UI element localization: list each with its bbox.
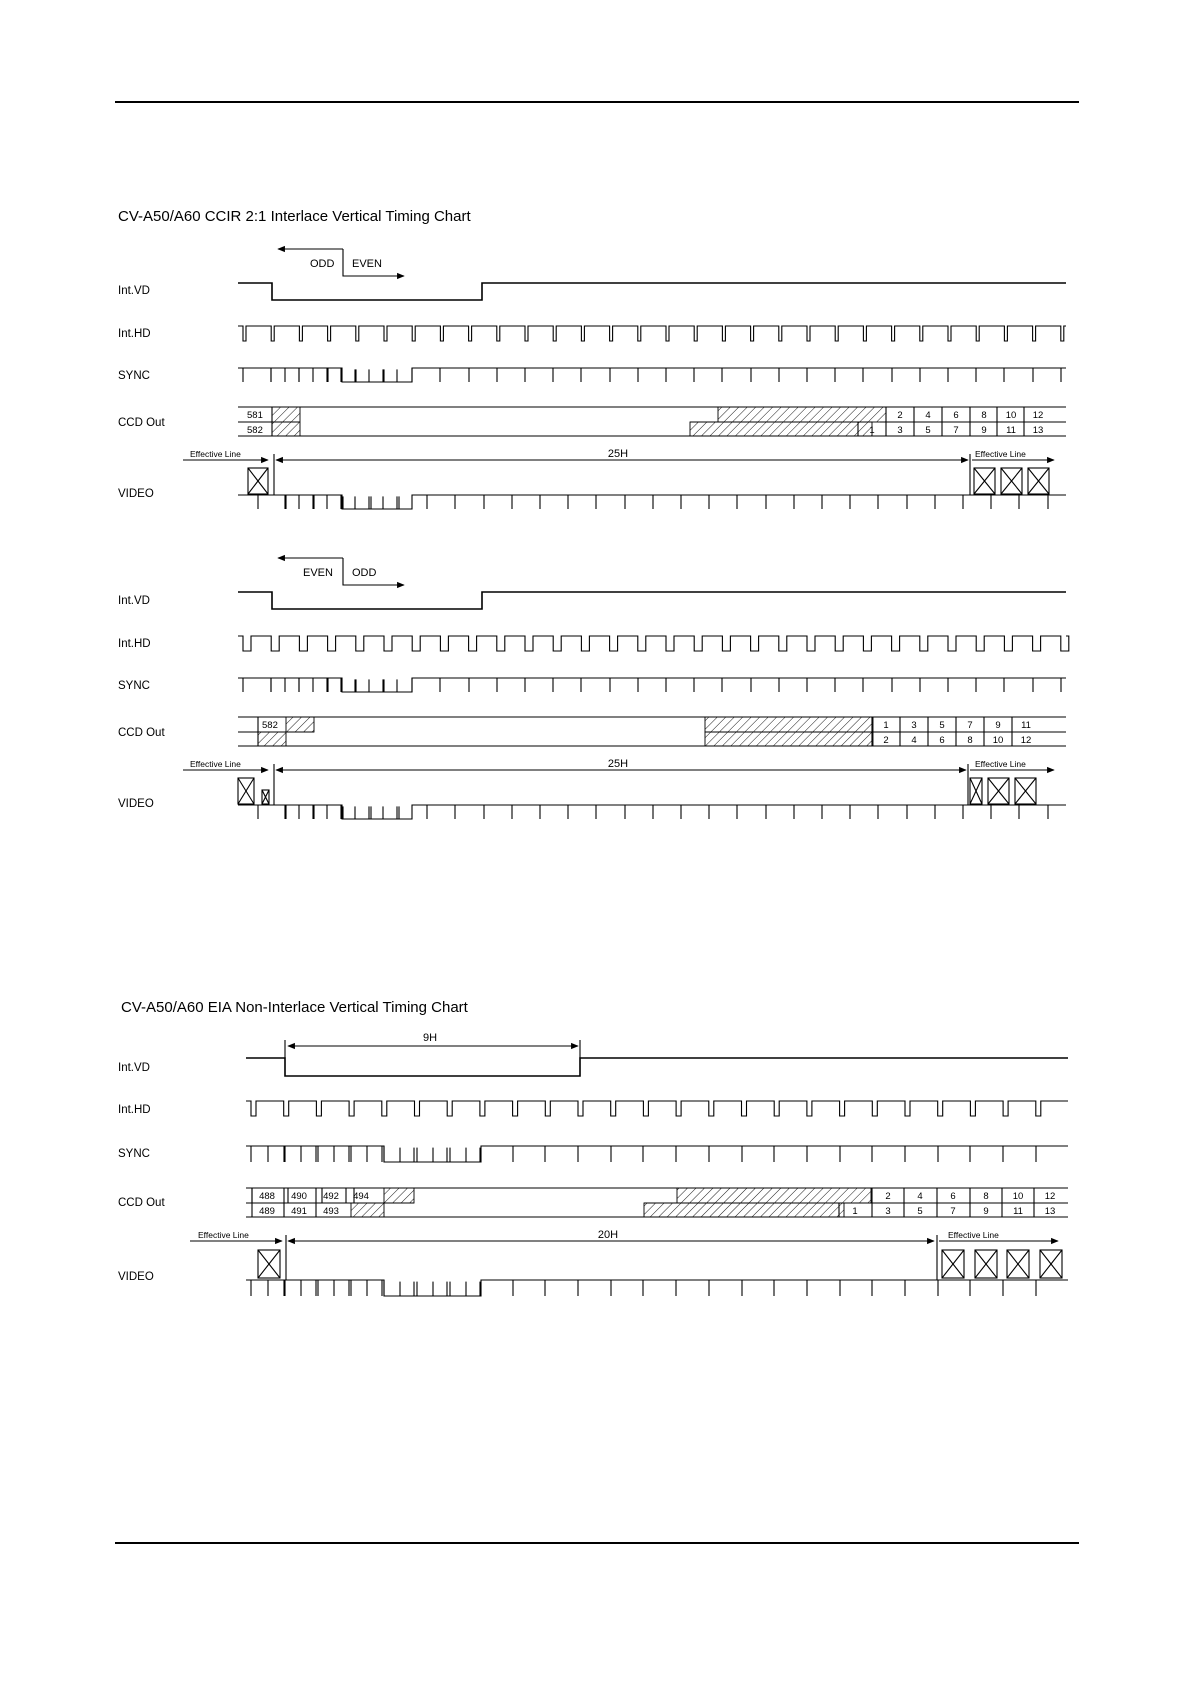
c1-video [238,495,1066,509]
c2-ccd-pre-hatch-bottom [258,732,286,746]
c3-ccd-pre-bottom-0: 489 [259,1206,275,1217]
c3-ccd-top-0: 2 [885,1191,891,1202]
c2-ccd-bottom-4: 10 [992,735,1004,746]
c1-int-hd-label: Int.HD [118,328,151,340]
c1-ccd-bottom-6: 13 [1032,425,1044,436]
c3-span-label: 20H [597,1229,619,1241]
c3-video-label: VIDEO [118,1271,154,1283]
c3-ccd-pre-hatch-top [384,1188,414,1203]
c2-ccd-bottom-0: 2 [883,735,889,746]
c1-ccd-pre-hatch [272,407,300,436]
chart-title-eia: CV-A50/A60 EIA Non-Interlace Vertical Timing Chart [121,999,468,1016]
c1-ccd-bottom-3: 7 [953,425,959,436]
c3-ccd-pre-top-1: 490 [291,1191,307,1202]
c3-ccd-bottom-1: 3 [885,1206,891,1217]
c2-eff-right-label: Effective Line [975,759,1026,769]
c3-ccd-pre-top-0: 488 [259,1191,275,1202]
c1-ccd-bottom-4: 9 [981,425,987,436]
c1-ccd-top-4: 10 [1005,410,1017,421]
c3-int-hd-label: Int.HD [118,1104,151,1116]
c2-ccd-bottom-1: 4 [911,735,917,746]
c2-sync [238,678,1066,692]
c3-eff-right-label: Effective Line [948,1230,999,1240]
c3-sync [246,1146,1068,1162]
c3-ccd-top-3: 8 [983,1191,989,1202]
c2-int-hd-label: Int.HD [118,638,151,650]
c2-ccd-top-3: 7 [967,720,973,731]
c2-ccd-out-label: CCD Out [118,727,165,739]
c2-ccd-top-2: 5 [939,720,945,731]
c2-span-label: 25H [607,758,629,770]
c3-ccd-pre-bottom-1: 491 [291,1206,307,1217]
c3-ccd-pre-bottom-2: 493 [323,1206,339,1217]
c2-ccd-bottom-2: 6 [939,735,945,746]
c2-ccd-top-0: 1 [883,720,889,731]
c2-video-label: VIDEO [118,798,154,810]
c1-eff-left-label: Effective Line [190,449,241,459]
c2-field-from: EVEN [303,567,333,579]
c1-span-label: 25H [607,448,629,460]
c2-ccd-top-5: 11 [1021,720,1031,731]
c1-ccd-bottom-5: 11 [1006,425,1016,436]
c3-ccd-bottom-3: 7 [950,1206,956,1217]
c1-int-vd-label: Int.VD [118,285,150,297]
c2-ccd-top-1: 3 [911,720,917,731]
c3-ccd-top-1: 4 [917,1191,923,1202]
c3-ccd-bottom-5: 11 [1013,1206,1023,1217]
c1-ccd-bottom-2: 5 [925,425,931,436]
c3-eff-left-label: Effective Line [198,1230,249,1240]
c1-ccd-581: 581 [247,410,263,421]
c2-eff-left-label: Effective Line [190,759,241,769]
c3-ccd-bottom-4: 9 [983,1206,989,1217]
c1-sync [238,368,1066,382]
c1-int-vd [238,283,1066,300]
c3-ccd-out-label: CCD Out [118,1197,165,1209]
c1-ccd-582: 582 [247,425,263,436]
c2-sync-label: SYNC [118,680,150,692]
c2-ccd-top-4: 9 [995,720,1001,731]
c1-field-to: EVEN [352,258,382,270]
c3-ccd-top-4: 10 [1012,1191,1024,1202]
c2-ccd-pre-hatch-top [286,717,314,732]
chart-title-ccir: CV-A50/A60 CCIR 2:1 Interlace Vertical Timing Chart [118,208,471,225]
c1-ccd-out-label: CCD Out [118,417,165,429]
c1-int-hd [238,326,1066,341]
c2-field-to: ODD [352,567,377,579]
c3-ccd-pre-top-2: 492 [323,1191,339,1202]
c2-video [238,805,1066,819]
c3-ccd-pre-hatch-bottom [351,1203,384,1217]
c3-int-hd [246,1101,1068,1116]
c1-field-from: ODD [310,258,335,270]
c3-ccd-top-hatch [677,1188,871,1203]
c2-ccd-bottom-3: 8 [967,735,973,746]
c2-ccd-582: 582 [262,720,278,731]
c1-ccd-top-0: 2 [897,410,903,421]
c2-ccd-bottom-5: 12 [1020,735,1032,746]
c3-ccd-bottom-0: 1 [852,1206,858,1217]
c1-ccd-top-2: 6 [953,410,959,421]
c1-ccd-bottom-0: 1 [869,425,875,436]
c3-sync-label: SYNC [118,1148,150,1160]
c1-sync-label: SYNC [118,370,150,382]
c2-ccd-top-hatch [705,717,873,732]
c1-ccd-top-5: 12 [1032,410,1044,421]
c1-eff-right-label: Effective Line [975,449,1026,459]
c3-ccd-top-2: 6 [950,1191,956,1202]
c1-ccd-bottom-hatch [690,422,875,436]
c3-ccd-bottom-6: 13 [1044,1206,1056,1217]
c3-vd-span-label: 9H [422,1032,438,1044]
c2-ccd-bottom-hatch [705,732,873,746]
c1-ccd-top-3: 8 [981,410,987,421]
c1-ccd-bottom-1: 3 [897,425,903,436]
c3-ccd-pre-top-3: 494 [353,1191,369,1202]
c1-ccd-top-1: 4 [925,410,931,421]
c2-int-vd-label: Int.VD [118,595,150,607]
c3-int-vd [246,1058,1068,1076]
c3-int-vd-label: Int.VD [118,1062,150,1074]
c3-ccd-top-5: 12 [1044,1191,1056,1202]
c2-int-hd [238,636,1069,651]
c3-ccd-bottom-hatch [644,1203,844,1217]
c1-video-label: VIDEO [118,488,154,500]
c2-int-vd [238,592,1066,609]
c1-ccd-top-hatch [718,407,886,422]
c3-ccd-bottom-2: 5 [917,1206,923,1217]
c3-video [246,1280,1068,1296]
